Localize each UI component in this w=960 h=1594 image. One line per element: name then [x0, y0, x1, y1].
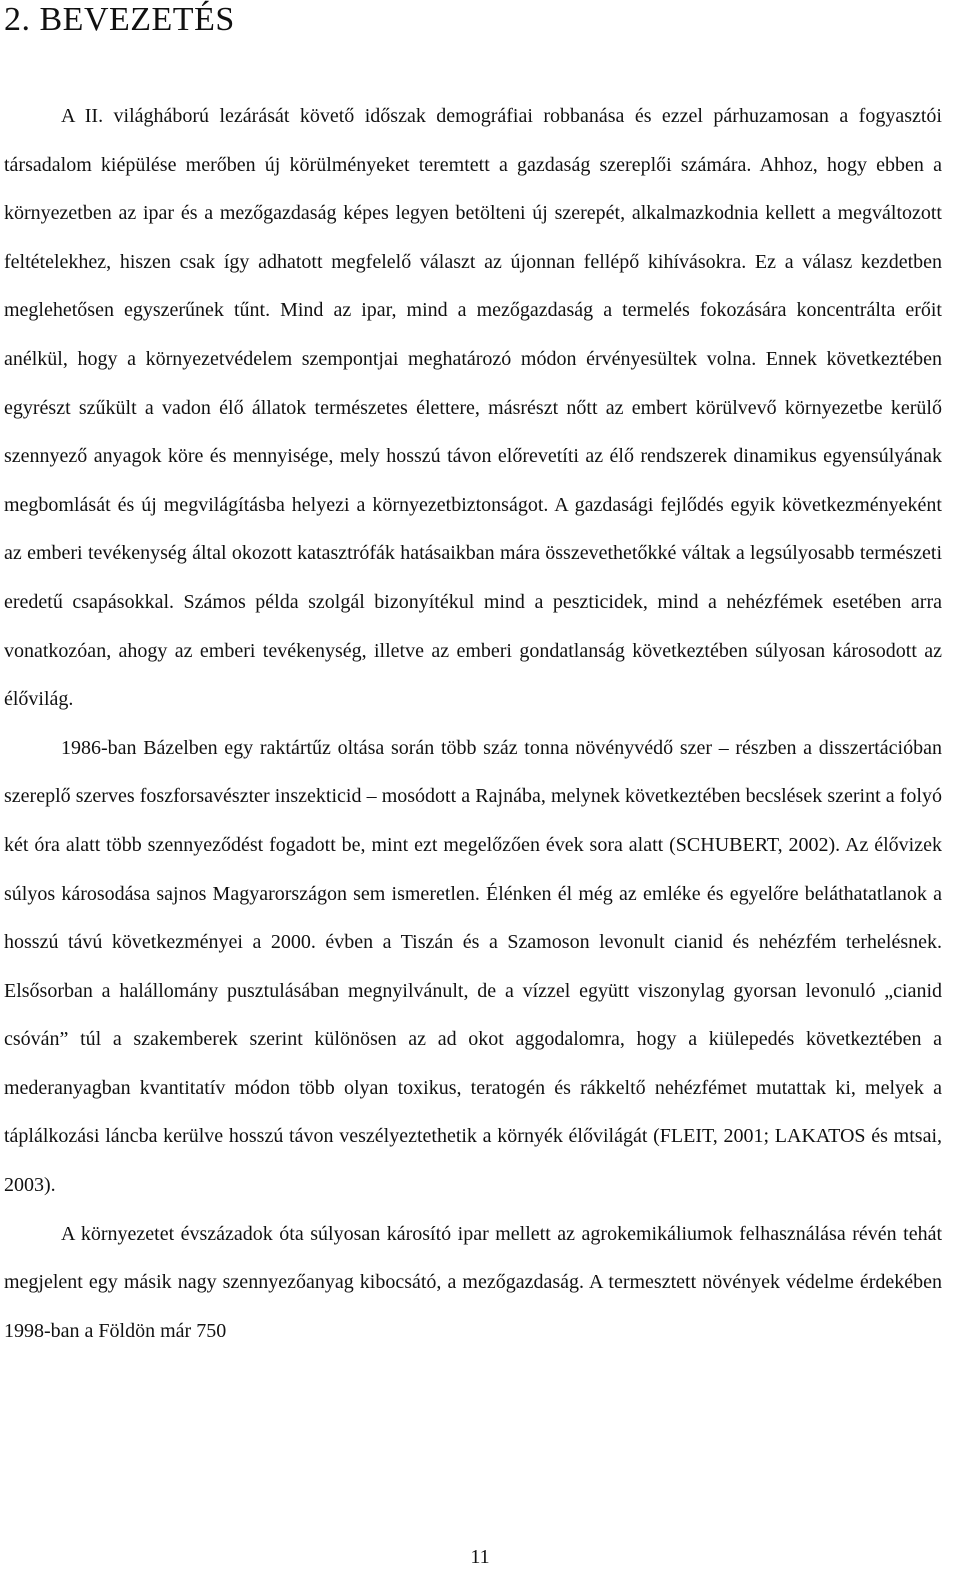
paragraph-1: A II. világháború lezárását követő időszak demográfiai robbanása és ezzel párhuzamosan a fogyasztói társadalom kiépülése merőben új körülményeket teremtett a gazdaság szereplői számára. Ahhoz, hogy ebben a környezetben az ipar és a mezőgazdaság képes legyen betölteni új szerepét, alkalmazkodnia kellett a megváltozott feltételekhez, hiszen csak így adhatott megfelelő választ az újonnan fellépő kihívásokra. Ez a válasz kezdetben meglehetősen egyszerűnek tűnt. Mind az ipar, mind a mezőgazdaság a termelés fokozására koncentrálta erőit anélkül, hogy a környezetvédelem szempontjai meghatározó módon érvényesültek volna. Ennek következtében egyrészt szűkült a vadon élő állatok természetes élettere, másrészt nőtt az embert körülvevő környezetbe kerülő szennyező anyagok köre és mennyisége, mely hosszú távon előrevetíti az élő rendszerek dinamikus egyensúlyának megbomlását és új megvilágításba helyezi a környezetbiztonságot. A gazdasági fejlődés egyik következményeként az emberi tevékenység által okozott katasztrófák hatásaikban mára összevethetőkké váltak a legsúlyosabb természeti eredetű csapásokkal. Számos példa szolgál bizonyítékul mind a peszticidek, mind a nehézfémek esetében arra vonatkozóan, ahogy az emberi tevékenység, illetve az emberi gondatlanság következtében súlyosan károsodott az élővilág. [4, 105, 942, 711]
section-heading: 2. BEVEZETÉS [4, 1, 235, 38]
paragraph-2: 1986-ban Bázelben egy raktártűz oltása során több száz tonna növényvédő szer – részben a disszertációban szereplő szerves foszforsavészter inszekticid – mosódott a Rajnába, melynek következtében becslések szerint a folyó két óra alatt több szennyeződést fogadott be, mint ezt megelőzően évek sora alatt (SCHUBERT, 2002). Az élővizek súlyos károsodása sajnos Magyarországon sem ismeretlen. Élénken él még az emléke és egyelőre beláthatatlanok a hosszú távú következményei a 2000. évben a Tiszán és a Szamoson levonult cianid és nehézfém terhelésnek. Elsősorban a halállomány pusztulásában megnyilvánult, de a vízzel együtt viszonylag gyorsan levonuló „cianid csóván” túl a szakemberek szerint különösen az ad okot aggodalomra, hogy a kiülepedés következtében a mederanyagban kvantitatív módon több olyan toxikus, teratogén és rákkeltő nehézfémet mutattak ki, melyek a táplálkozási láncba kerülve hosszú távon veszélyeztethetik a környék élővilágát (FLEIT, 2001; LAKATOS és mtsai, 2003). [4, 736, 942, 1197]
paragraph-3: A környezetet évszázadok óta súlyosan károsító ipar mellett az agrokemikáliumok felhasználása révén tehát megjelent egy másik nagy szennyezőanyag kibocsátó, a mezőgazdaság. A termesztett növények védelme érdekében 1998-ban a Földön már 750 [4, 1222, 942, 1342]
page-number: 11 [470, 1546, 490, 1568]
